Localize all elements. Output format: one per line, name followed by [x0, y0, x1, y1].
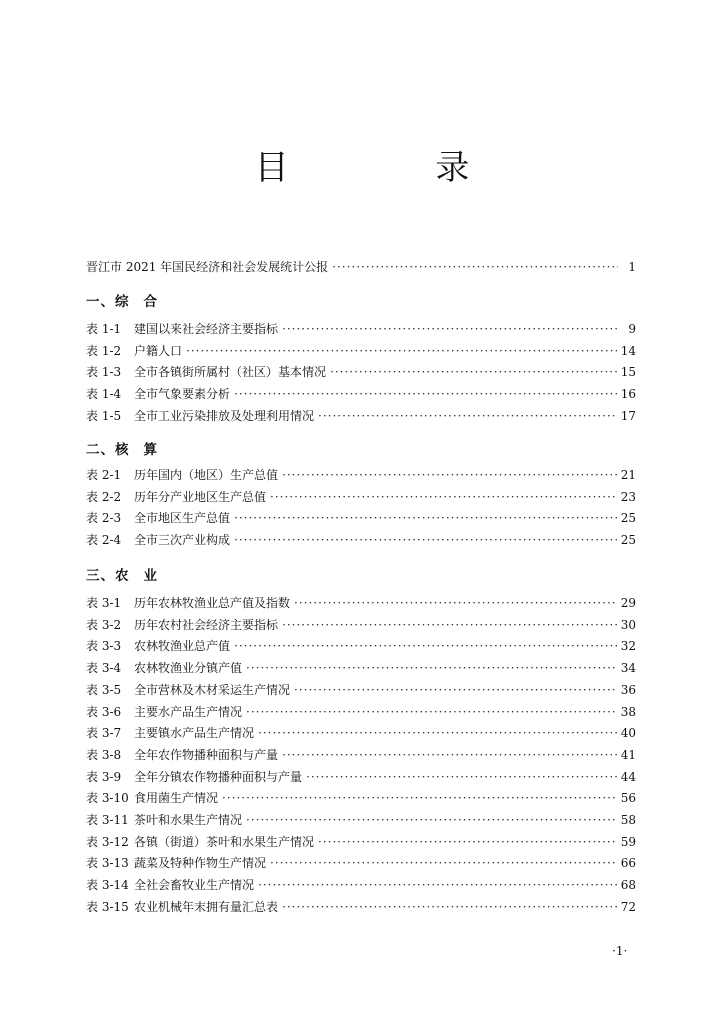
table-number: 表 2-3 — [86, 511, 122, 526]
table-title: 历年分产业地区生产总值 — [134, 489, 267, 504]
dot-leader — [234, 533, 617, 547]
toc-page-number: 44 — [620, 769, 636, 784]
toc-entry[interactable] — [86, 681, 636, 699]
toc-page-number: 59 — [620, 834, 636, 849]
page-footer-number: ·1· — [612, 944, 628, 958]
toc-page-number: 40 — [620, 726, 636, 741]
table-number: 表 3-6 — [86, 704, 122, 719]
dot-leader — [270, 490, 617, 504]
section-heading-suffix: 合 — [143, 294, 158, 310]
table-number: 表 3-3 — [86, 639, 122, 654]
table-number: 表 3-5 — [86, 682, 122, 697]
table-title: 全市三次产业构成 — [134, 533, 231, 548]
toc-page-number: 56 — [620, 791, 636, 806]
table-number: 表 3-1 — [86, 596, 122, 610]
table-title: 蔬菜及特种作物生产情况 — [134, 856, 267, 871]
toc-page-number: 14 — [620, 343, 636, 358]
table-title: 主要镇水产品生产情况 — [134, 726, 255, 741]
toc-entry[interactable] — [86, 594, 636, 612]
table-title: 各镇（街道）茶叶和水果生产情况 — [134, 834, 315, 849]
toc-entry[interactable] — [86, 703, 636, 721]
toc-entry[interactable] — [86, 363, 636, 381]
toc-entry[interactable] — [86, 746, 636, 764]
section-heading-prefix: 一、综 — [86, 294, 130, 310]
toc-page-number: 38 — [620, 704, 636, 719]
toc-entry[interactable] — [86, 466, 636, 484]
table-title: 全社会畜牧业生产情况 — [134, 878, 255, 893]
page-title: 目 录 — [254, 148, 538, 188]
dot-leader — [282, 468, 617, 482]
toc-entry[interactable] — [86, 789, 636, 807]
table-title: 主要水产品生产情况 — [134, 704, 243, 719]
table-number: 表 1-1 — [86, 322, 122, 336]
dot-leader — [246, 661, 617, 675]
dot-leader — [234, 511, 617, 525]
toc-page-number: 9 — [628, 322, 636, 336]
dot-leader — [282, 618, 617, 632]
table-title: 食用菌生产情况 — [134, 791, 219, 806]
table-title: 历年农村社会经济主要指标 — [134, 617, 279, 632]
toc-entry[interactable] — [86, 637, 636, 655]
table-title: 历年国内（地区）生产总值 — [134, 468, 279, 482]
table-number: 表 2-4 — [86, 533, 122, 548]
dot-leader — [332, 260, 618, 274]
dot-leader — [318, 409, 617, 423]
toc-entry[interactable] — [86, 768, 636, 786]
dot-leader — [270, 856, 617, 870]
table-number: 表 3-13 — [86, 856, 129, 871]
table-title: 全市营林及木材采运生产情况 — [134, 682, 291, 697]
toc-page-number: 36 — [620, 682, 636, 697]
section-heading-1 — [86, 290, 158, 310]
table-number: 表 1-2 — [86, 343, 122, 358]
section-heading-3 — [86, 564, 158, 584]
table-title: 全市地区生产总值 — [134, 511, 231, 526]
dot-leader — [246, 813, 617, 827]
table-number: 表 2-1 — [86, 468, 122, 482]
table-title: 全市各镇街所属村（社区）基本情况 — [134, 365, 327, 380]
table-number: 表 3-11 — [86, 813, 129, 827]
toc-entry[interactable] — [86, 811, 636, 829]
section-heading-prefix: 二、核 — [86, 442, 130, 458]
table-title: 全年分镇农作物播种面积与产量 — [134, 769, 303, 784]
table-number: 表 3-12 — [86, 834, 129, 849]
toc-entry[interactable] — [86, 876, 636, 894]
table-number: 表 3-10 — [86, 791, 129, 806]
table-title: 农林牧渔业分镇产值 — [134, 661, 243, 676]
dot-leader — [234, 387, 617, 401]
table-number: 表 3-14 — [86, 878, 129, 893]
toc-entry[interactable] — [86, 488, 636, 506]
toc-page-number: 66 — [620, 856, 636, 871]
table-title: 全市工业污染排放及处理利用情况 — [134, 408, 315, 423]
table-number: 表 2-2 — [86, 489, 122, 504]
table-number: 表 1-5 — [86, 408, 122, 423]
toc-page-number: 21 — [620, 468, 636, 482]
toc-entry[interactable] — [86, 833, 636, 851]
toc-entry[interactable] — [86, 509, 636, 527]
table-title: 茶叶和水果生产情况 — [134, 813, 243, 827]
dot-leader — [294, 596, 617, 610]
table-title: 农林牧渔业总产值 — [134, 639, 231, 654]
toc-entry[interactable] — [86, 898, 636, 916]
dot-leader — [306, 770, 617, 784]
table-number: 表 3-7 — [86, 726, 122, 741]
toc-entry[interactable] — [86, 385, 636, 403]
dot-leader — [282, 322, 618, 336]
toc-page-number: 68 — [620, 878, 636, 893]
toc-page-number: 17 — [620, 408, 636, 423]
toc-page-number: 34 — [620, 661, 636, 676]
section-heading-2 — [86, 438, 158, 458]
toc-page-number: 58 — [620, 813, 636, 827]
table-title: 历年农林牧渔业总产值及指数 — [134, 596, 291, 610]
toc-page-number: 25 — [620, 533, 636, 548]
dot-leader — [246, 705, 617, 719]
toc-intro-label: 晋江市 2021 年国民经济和社会发展统计公报 — [86, 260, 329, 274]
dot-leader — [294, 683, 617, 697]
toc-page-number: 72 — [620, 899, 636, 914]
dot-leader — [282, 900, 617, 914]
dot-leader — [330, 365, 617, 379]
toc-page-number: 41 — [620, 747, 636, 762]
toc-entry[interactable] — [86, 616, 636, 634]
toc-intro-entry[interactable] — [86, 258, 636, 276]
table-number: 表 3-2 — [86, 617, 122, 632]
dot-leader — [282, 748, 617, 762]
toc-page-number: 23 — [620, 489, 636, 504]
toc-page-number: 25 — [620, 511, 636, 526]
table-title: 农业机械年末拥有量汇总表 — [134, 899, 279, 914]
toc-page-number: 15 — [620, 365, 636, 380]
toc-entry[interactable] — [86, 407, 636, 425]
toc-entry[interactable] — [86, 659, 636, 677]
dot-leader — [258, 878, 617, 892]
table-title: 户籍人口 — [134, 343, 183, 358]
toc-page-number: 1 — [628, 260, 636, 274]
table-number: 表 3-8 — [86, 747, 122, 762]
dot-leader — [222, 791, 617, 805]
toc-page-number: 30 — [620, 617, 636, 632]
toc-page-number: 16 — [620, 387, 636, 402]
table-title: 全市气象要素分析 — [134, 387, 231, 402]
table-number: 表 3-15 — [86, 899, 129, 914]
table-number: 表 1-3 — [86, 365, 122, 380]
toc-page-number: 32 — [620, 639, 636, 654]
dot-leader — [318, 835, 617, 849]
toc-entry[interactable] — [86, 854, 636, 872]
dot-leader — [258, 726, 617, 740]
table-number: 表 3-4 — [86, 661, 122, 676]
dot-leader — [186, 344, 617, 358]
section-heading-suffix: 业 — [143, 568, 158, 584]
table-title: 全年农作物播种面积与产量 — [134, 747, 279, 762]
section-heading-suffix: 算 — [143, 442, 158, 458]
table-number: 表 3-9 — [86, 769, 122, 784]
toc-page-number: 29 — [620, 596, 636, 610]
toc-entry[interactable] — [86, 320, 636, 338]
table-title: 建国以来社会经济主要指标 — [134, 322, 279, 336]
section-heading-prefix: 三、农 — [86, 568, 130, 584]
toc-entry[interactable] — [86, 531, 636, 549]
dot-leader — [234, 639, 617, 653]
toc-entry[interactable] — [86, 724, 636, 742]
table-number: 表 1-4 — [86, 387, 122, 402]
toc-entry[interactable] — [86, 342, 636, 360]
